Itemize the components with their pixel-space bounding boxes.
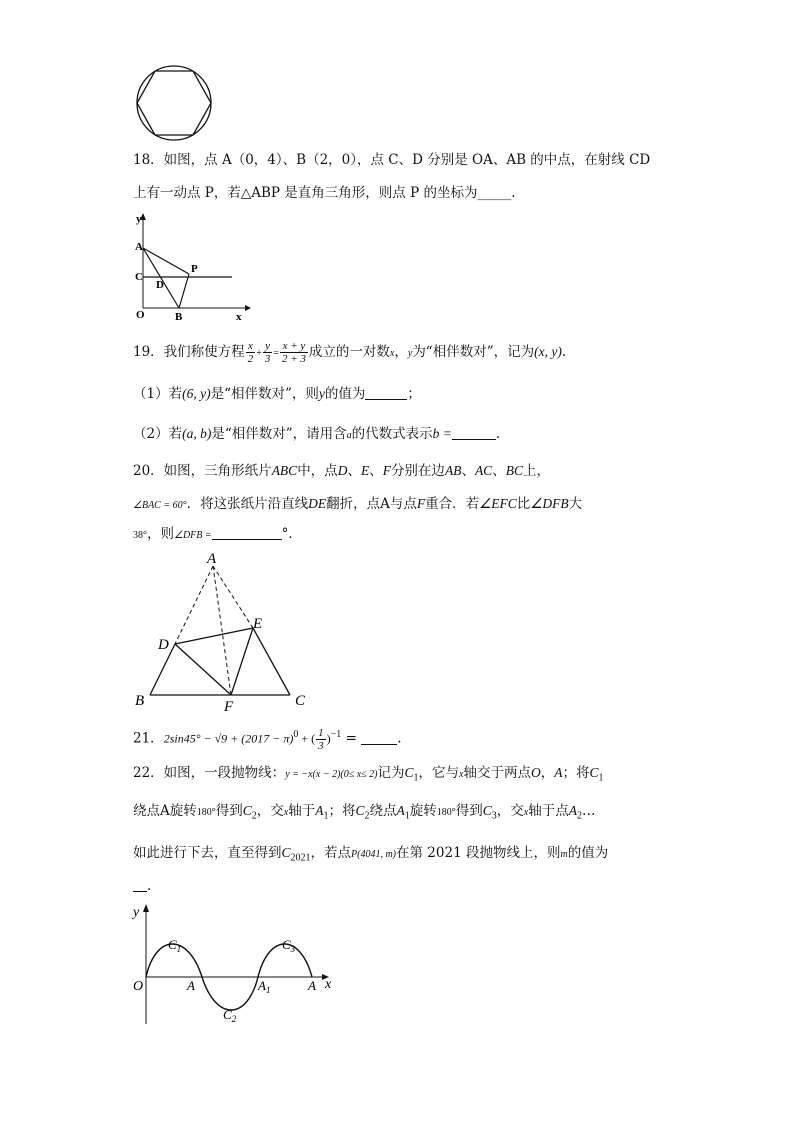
q20-line3: 38°，则∠DFB = °． <box>133 526 302 542</box>
q22-label-y: y <box>133 905 140 920</box>
q22-label-a2: A <box>308 978 316 993</box>
q20-label-f: F <box>224 699 234 715</box>
q20-line2: ∠BAC = 60°．将这张纸片沿直线DE翻折，点A与点F重合．若∠EFC比∠DFB大 <box>133 496 583 512</box>
q18-figure <box>132 212 252 322</box>
q20-label-d: D <box>158 637 169 653</box>
q22-label-x: x <box>325 977 332 992</box>
q20-label-a: A <box>207 551 217 567</box>
q19-p1-blank <box>365 385 407 400</box>
q22-label-o: O <box>133 979 144 994</box>
q18-label-x: x <box>236 311 242 323</box>
q22-line3: 如此进行下去，直至得到$C_{2021}$，若点P(4041, m)在第 2021 段抛物线上，则m的值为 <box>133 845 609 864</box>
q22-label-a: A <box>187 978 195 993</box>
q20-line1: 20．如图，三角形纸片ABC中，点D、E、F分别在边AB、AC、BC上， <box>133 463 550 479</box>
q20-label-b: B <box>135 693 145 709</box>
q19-p2-blank <box>452 425 496 440</box>
q22-label-c1: $C_1$ <box>168 937 182 954</box>
q19-part1: （1）若(6, y)是“相伴数对”，则y的值为 ； <box>133 386 421 402</box>
q21-blank <box>361 730 397 745</box>
q18-label-y: y <box>136 213 142 225</box>
q18-label-p: P <box>191 263 198 275</box>
q22-label-c3: $C_3$ <box>282 937 296 954</box>
q22-label-c2: $C_2$ <box>223 1007 237 1024</box>
q18-label-b: B <box>175 311 183 323</box>
q22-blank <box>133 877 147 892</box>
q22-parabola-figure <box>132 900 342 1030</box>
q18-label-c: C <box>135 271 143 283</box>
q22-line4: . <box>133 876 151 896</box>
circle <box>137 66 211 140</box>
q20-triangle-figure <box>132 551 322 715</box>
q20-label-c: C <box>295 693 306 709</box>
q22-line2: 绕点A旋转180°得到$C_2$，交x轴于$A_1$；将$C_2$绕点$A_1$旋转180°得到$C_3$，交x轴于点$A_2\dots$ <box>133 803 596 822</box>
q19-part2: （2）若(a, b)是“相伴数对”，请用含a的代数式表示b = . <box>133 426 501 442</box>
q22-label-a1: $A_1$ <box>258 978 271 995</box>
hexagon-circle-figure <box>136 66 216 140</box>
q18-label-d: D <box>156 279 164 291</box>
q18-label-o: O <box>136 309 145 321</box>
hexagon <box>137 71 211 135</box>
q18-label-a: A <box>135 241 143 253</box>
q18-line2: 上有一动点 P，若△ABP 是直角三角形，则点 P 的坐标为_____. <box>133 185 516 201</box>
q18-line1: 18．如图，点 A（0，4）、B（2，0），点 C、D 分别是 OA、AB 的中点，在射线 CD <box>133 152 651 168</box>
q22-line1: 22．如图，一段抛物线：y = −x(x − 2)(0≤ x≤ 2)记为$C_1$，它与x轴交于两点O，A；将$C_1$ <box>133 765 604 784</box>
q19-intro: 19．我们称使方程 $\frac{x}{2}$ + $\frac{y}{3}$ = $\frac{x + y}{2 + 3}$ 成立的一对数x，y为“相伴数对”，记为(x, y). <box>133 340 567 365</box>
q20-label-e: E <box>253 616 263 632</box>
q21-line: 21．$2\sin 45^\circ - √9 + (2017 - \pi)^0$ + ( $\frac{1}{3}$ )$^{-1}$ = . <box>133 726 402 752</box>
q20-blank <box>212 525 282 540</box>
